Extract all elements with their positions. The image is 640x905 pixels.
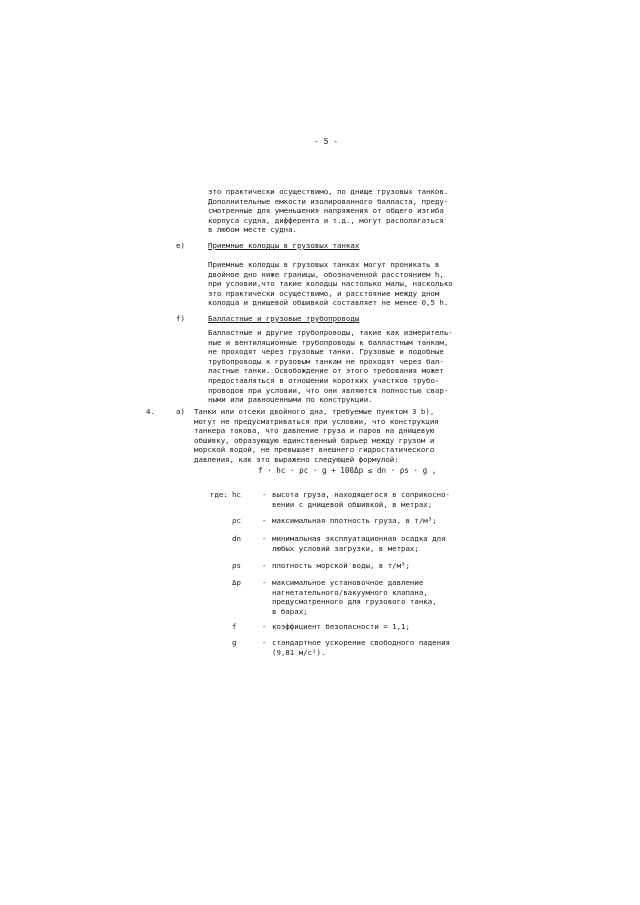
legend-description bbox=[272, 516, 437, 526]
text-line: предоставляться в отношении коротких участков трубо- bbox=[208, 375, 440, 385]
text-line: ными или равноценными по конструкции. bbox=[208, 395, 373, 405]
text-line: Дополнительные емкости изолированного балласта, преду- bbox=[208, 196, 449, 206]
section-f-marker: f) bbox=[176, 314, 185, 323]
legend-line: максимальное установочное давление bbox=[272, 578, 424, 587]
section-f-heading: Балластные и грузовые трубопроводы bbox=[208, 314, 360, 323]
text-line: ные и вентиляционные трубопроводы к балластным танкам, bbox=[208, 337, 449, 347]
legend-line: предусмотренного для грузового танка, bbox=[272, 597, 437, 607]
legend-line: плотность морской воды, в т/м³; bbox=[272, 561, 410, 570]
intro-paragraph bbox=[208, 187, 448, 235]
legend-symbol: f bbox=[232, 622, 237, 631]
legend-dash: - bbox=[262, 516, 267, 525]
legend-dash: - bbox=[262, 638, 267, 647]
legend-description bbox=[272, 578, 437, 616]
text-line: двойное дно ниже границы, обозначенной расстоянием h, bbox=[208, 269, 444, 279]
text-line: это практически осуществимо, по днище грузовых танков. bbox=[208, 187, 449, 196]
text-line: могут не предусматриваться при условии, что конструкция bbox=[194, 416, 439, 426]
section-e-marker: e) bbox=[176, 241, 185, 250]
legend-symbol: ρs bbox=[232, 561, 241, 570]
legend-description bbox=[272, 534, 446, 553]
text-line: ластные танки. Освобождение от этого требования может bbox=[208, 366, 444, 376]
text-line: смотренные для уменьшения напряжения от общего изгиба bbox=[208, 206, 444, 216]
text-line: обшивку, образующую единственный барьер между грузом и bbox=[194, 435, 435, 445]
legend-symbol: Δp bbox=[232, 578, 241, 587]
text-line: в любом месте судна. bbox=[208, 225, 297, 235]
legend-description bbox=[272, 561, 410, 571]
text-line: Приемные колодцы в грузовых танках могут проникать в bbox=[208, 260, 440, 269]
legend-symbol: ρc bbox=[232, 516, 241, 525]
text-line: не проходят через грузовые танки. Грузовые и подобные bbox=[208, 347, 444, 357]
text-line: это практически осуществимо, и расстояние между дном bbox=[208, 288, 440, 298]
legend-line: (9,81 м/с²). bbox=[272, 647, 326, 657]
legend-line: нагнетательного/вакуумного клапана, bbox=[272, 587, 428, 597]
text-line: при условии,что такие колодцы настолько малы, насколько bbox=[208, 279, 453, 289]
text-line: давления, как это выражено следующей формулой: bbox=[194, 454, 399, 464]
where-label: где: bbox=[210, 490, 228, 499]
legend-line: максимальная плотность груза, в т/м³; bbox=[272, 516, 437, 525]
legend-dash: - bbox=[262, 490, 267, 499]
legend-dash: - bbox=[262, 561, 267, 570]
section-e-paragraph bbox=[208, 260, 453, 308]
text-line: танкера такова, что давление груза и паров на днищевую bbox=[194, 426, 435, 436]
section-4-marker: a) bbox=[176, 407, 185, 416]
legend-description bbox=[272, 490, 450, 509]
page-number: - 5 - bbox=[314, 137, 339, 146]
legend-line: стандартное ускорение свободного падения bbox=[272, 638, 450, 647]
hydrostatic-formula: f · hc · ρc · g + 100Δp ≤ dn · ρs · g , bbox=[258, 466, 437, 475]
legend-line: любых условий загрузки, в метрах; bbox=[272, 543, 419, 553]
text-line: морской водой, не превышает внешнего гидростатического bbox=[194, 445, 435, 455]
text-line: Танки или отсеки двойного дна, требуемые пунктом 3 b), bbox=[194, 407, 435, 416]
legend-line: в барах; bbox=[272, 606, 308, 616]
legend-symbol: dn bbox=[232, 534, 241, 543]
text-line: Балластные и другие трубопроводы, такие как измеритель- bbox=[208, 328, 453, 337]
text-line: корпуса судна, дифферента и т.д., могут располагаться bbox=[208, 215, 444, 225]
legend-description bbox=[272, 638, 450, 657]
text-line: проводов при условии, что они являются полностью свар- bbox=[208, 385, 449, 395]
legend-description bbox=[272, 622, 410, 632]
legend-symbol: hc bbox=[232, 490, 241, 499]
section-4-paragraph bbox=[194, 407, 439, 465]
section-f-paragraph bbox=[208, 328, 453, 405]
legend-line: минимальная эксплуатационная осадка для bbox=[272, 534, 446, 543]
legend-line: вении с днищевой обшивкой, в метрах; bbox=[272, 499, 433, 509]
section-e-heading: Приемные колодцы в грузовых танках bbox=[208, 241, 360, 250]
legend-line: высота груза, находящегося в соприкосно- bbox=[272, 490, 450, 499]
text-line: трубопроводы к грузовым танкам не проходят через бал- bbox=[208, 356, 444, 366]
legend-dash: - bbox=[262, 622, 267, 631]
section-4-number: 4. bbox=[146, 407, 155, 416]
legend-line: коэффициент безопасности = 1,1; bbox=[272, 622, 410, 631]
legend-dash: - bbox=[262, 534, 267, 543]
legend-dash: - bbox=[262, 578, 267, 587]
legend-symbol: g bbox=[232, 638, 237, 647]
text-line: колодца и днищевой обшивкой составляет не менее 0,5 h. bbox=[208, 298, 449, 308]
